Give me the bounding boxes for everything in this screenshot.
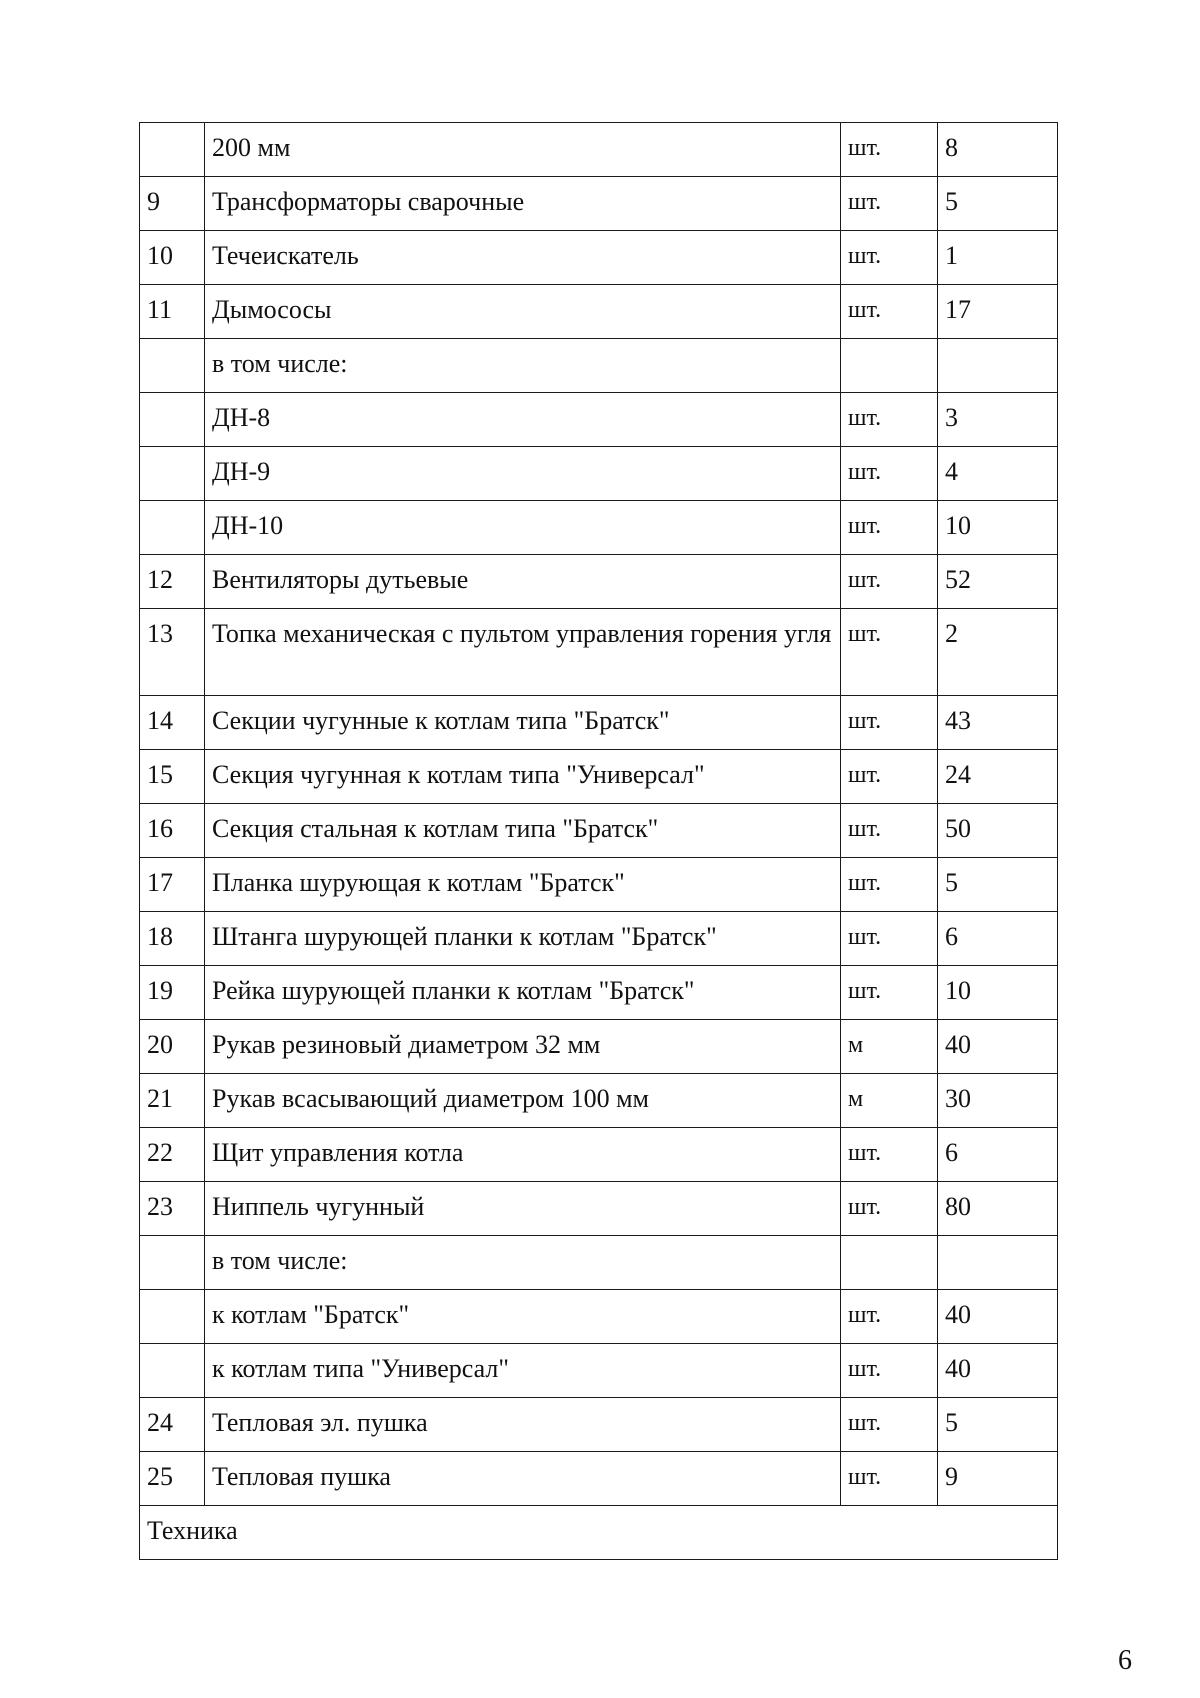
- row-number-cell: 15: [140, 750, 205, 804]
- table-row: [140, 1452, 1058, 1506]
- unit-cell: шт.: [841, 696, 938, 750]
- quantity-cell: 30: [938, 1074, 1058, 1128]
- unit-cell: м: [841, 1074, 938, 1128]
- row-number-cell: 18: [140, 912, 205, 966]
- item-name-cell: Планка шурующая к котлам "Братск": [205, 858, 841, 912]
- item-name-cell: Секция стальная к котлам типа "Братск": [205, 804, 841, 858]
- quantity-cell: 40: [938, 1344, 1058, 1398]
- unit-cell: шт.: [841, 912, 938, 966]
- row-number-cell: 9: [140, 177, 205, 231]
- quantity-cell: 5: [938, 858, 1058, 912]
- unit-cell: шт.: [841, 393, 938, 447]
- unit-cell: шт.: [841, 555, 938, 609]
- table-row: [140, 447, 1058, 501]
- item-name-cell: в том числе:: [205, 1236, 841, 1290]
- item-name-cell: Щит управления котла: [205, 1128, 841, 1182]
- row-number-cell: 11: [140, 285, 205, 339]
- quantity-cell: 4: [938, 447, 1058, 501]
- item-name-cell: Рейка шурующей планки к котлам "Братск": [205, 966, 841, 1020]
- unit-cell: шт.: [841, 123, 938, 177]
- quantity-cell: 40: [938, 1020, 1058, 1074]
- row-number-cell: [140, 339, 205, 393]
- row-number-cell: 19: [140, 966, 205, 1020]
- row-number-cell: [140, 123, 205, 177]
- quantity-cell: 17: [938, 285, 1058, 339]
- quantity-cell: 10: [938, 966, 1058, 1020]
- quantity-cell: 5: [938, 177, 1058, 231]
- table-row: [140, 177, 1058, 231]
- table-row: [140, 858, 1058, 912]
- unit-cell: шт.: [841, 177, 938, 231]
- item-name-cell: Трансформаторы сварочные: [205, 177, 841, 231]
- table-row: [140, 966, 1058, 1020]
- row-number-cell: 17: [140, 858, 205, 912]
- row-number-cell: [140, 393, 205, 447]
- table-row: [140, 1074, 1058, 1128]
- equipment-table: [139, 122, 1058, 1560]
- quantity-cell: 1: [938, 231, 1058, 285]
- unit-cell: шт.: [841, 966, 938, 1020]
- table-row: [140, 609, 1058, 696]
- unit-cell: шт.: [841, 1290, 938, 1344]
- row-number-cell: 14: [140, 696, 205, 750]
- section-title-cell: Техника: [140, 1506, 1058, 1560]
- quantity-cell: 8: [938, 123, 1058, 177]
- row-number-cell: 10: [140, 231, 205, 285]
- quantity-cell: 80: [938, 1182, 1058, 1236]
- quantity-cell: [938, 339, 1058, 393]
- table-row: [140, 285, 1058, 339]
- quantity-cell: 50: [938, 804, 1058, 858]
- unit-cell: шт.: [841, 1128, 938, 1182]
- row-number-cell: 20: [140, 1020, 205, 1074]
- quantity-cell: 6: [938, 912, 1058, 966]
- quantity-cell: 10: [938, 501, 1058, 555]
- item-name-cell: к котлам типа "Универсал": [205, 1344, 841, 1398]
- item-name-cell: Ниппель чугунный: [205, 1182, 841, 1236]
- table-row: [140, 1236, 1058, 1290]
- unit-cell: шт.: [841, 1344, 938, 1398]
- table-row: [140, 231, 1058, 285]
- table-row: [140, 1128, 1058, 1182]
- unit-cell: [841, 339, 938, 393]
- quantity-cell: 6: [938, 1128, 1058, 1182]
- item-name-cell: в том числе:: [205, 339, 841, 393]
- table-row: [140, 1290, 1058, 1344]
- item-name-cell: 200 мм: [205, 123, 841, 177]
- row-number-cell: 24: [140, 1398, 205, 1452]
- quantity-cell: 24: [938, 750, 1058, 804]
- quantity-cell: 40: [938, 1290, 1058, 1344]
- item-name-cell: Рукав всасывающий диаметром 100 мм: [205, 1074, 841, 1128]
- unit-cell: шт.: [841, 750, 938, 804]
- item-name-cell: Секции чугунные к котлам типа "Братск": [205, 696, 841, 750]
- quantity-cell: 9: [938, 1452, 1058, 1506]
- row-number-cell: 12: [140, 555, 205, 609]
- table-row: [140, 750, 1058, 804]
- table-row: [140, 1020, 1058, 1074]
- table-row: [140, 1344, 1058, 1398]
- table-row: [140, 1398, 1058, 1452]
- row-number-cell: [140, 447, 205, 501]
- equipment-table-body: [140, 123, 1058, 1560]
- row-number-cell: 13: [140, 609, 205, 696]
- table-row: [140, 339, 1058, 393]
- quantity-cell: 52: [938, 555, 1058, 609]
- item-name-cell: к котлам "Братск": [205, 1290, 841, 1344]
- quantity-cell: [938, 1236, 1058, 1290]
- table-row: [140, 393, 1058, 447]
- unit-cell: шт.: [841, 231, 938, 285]
- row-number-cell: 16: [140, 804, 205, 858]
- row-number-cell: [140, 1344, 205, 1398]
- unit-cell: шт.: [841, 447, 938, 501]
- item-name-cell: Вентиляторы дутьевые: [205, 555, 841, 609]
- item-name-cell: Штанга шурующей планки к котлам "Братск": [205, 912, 841, 966]
- row-number-cell: 23: [140, 1182, 205, 1236]
- row-number-cell: [140, 1290, 205, 1344]
- unit-cell: шт.: [841, 858, 938, 912]
- table-row: [140, 696, 1058, 750]
- item-name-cell: ДН-8: [205, 393, 841, 447]
- unit-cell: [841, 1236, 938, 1290]
- page-number: 6: [1118, 1645, 1132, 1676]
- row-number-cell: 25: [140, 1452, 205, 1506]
- table-row: [140, 555, 1058, 609]
- item-name-cell: Секция чугунная к котлам типа "Универсал": [205, 750, 841, 804]
- row-number-cell: [140, 1236, 205, 1290]
- item-name-cell: ДН-9: [205, 447, 841, 501]
- row-number-cell: [140, 501, 205, 555]
- quantity-cell: 43: [938, 696, 1058, 750]
- section-row: [140, 1506, 1058, 1560]
- item-name-cell: Течеискатель: [205, 231, 841, 285]
- row-number-cell: 22: [140, 1128, 205, 1182]
- table-row: [140, 123, 1058, 177]
- item-name-cell: Тепловая эл. пушка: [205, 1398, 841, 1452]
- unit-cell: шт.: [841, 804, 938, 858]
- table-row: [140, 804, 1058, 858]
- quantity-cell: 2: [938, 609, 1058, 696]
- unit-cell: шт.: [841, 1182, 938, 1236]
- unit-cell: шт.: [841, 501, 938, 555]
- table-row: [140, 1182, 1058, 1236]
- unit-cell: шт.: [841, 1398, 938, 1452]
- quantity-cell: 3: [938, 393, 1058, 447]
- table-row: [140, 912, 1058, 966]
- item-name-cell: Рукав резиновый диаметром 32 мм: [205, 1020, 841, 1074]
- item-name-cell: Дымососы: [205, 285, 841, 339]
- item-name-cell: Тепловая пушка: [205, 1452, 841, 1506]
- item-name-cell: ДН-10: [205, 501, 841, 555]
- quantity-cell: 5: [938, 1398, 1058, 1452]
- unit-cell: шт.: [841, 285, 938, 339]
- unit-cell: шт.: [841, 609, 938, 696]
- item-name-cell: Топка механическая с пультом управления горения угля: [205, 609, 841, 696]
- table-row: [140, 501, 1058, 555]
- unit-cell: шт.: [841, 1452, 938, 1506]
- row-number-cell: 21: [140, 1074, 205, 1128]
- unit-cell: м: [841, 1020, 938, 1074]
